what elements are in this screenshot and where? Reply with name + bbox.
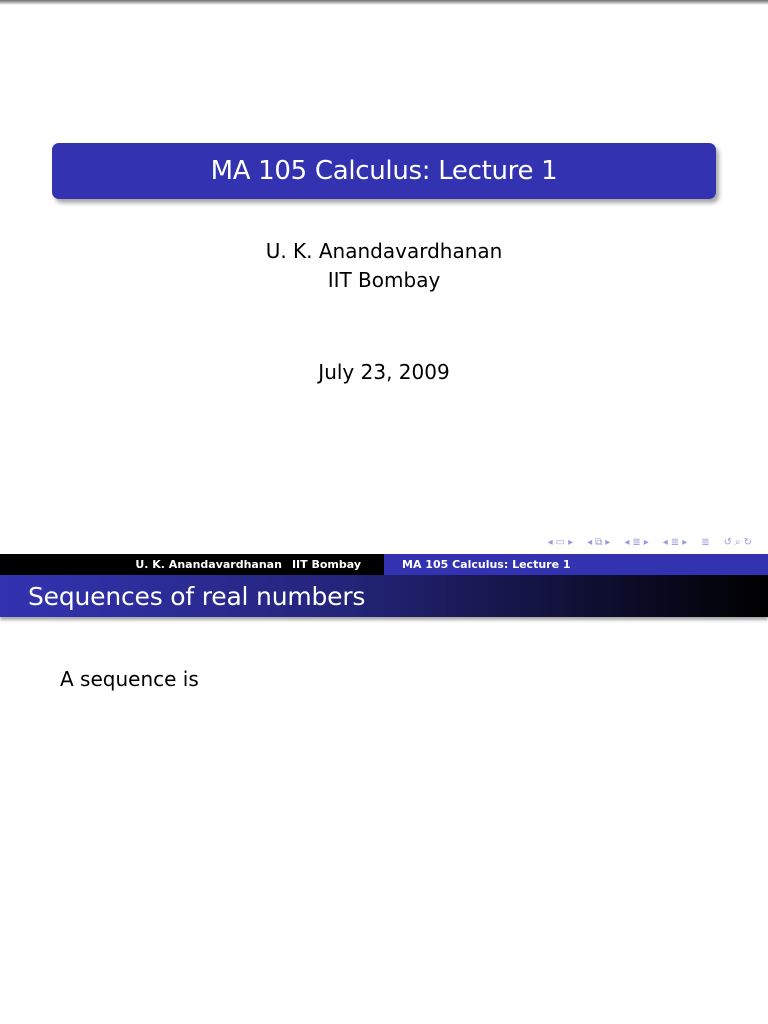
section-icon[interactable]: ≣ — [670, 536, 680, 548]
subsection-icon[interactable]: ⧉ — [595, 536, 603, 548]
nav-right-arrow-icon[interactable]: ▸ — [682, 536, 688, 548]
section-nav[interactable] — [624, 537, 648, 548]
redo-icon[interactable]: ↻ — [743, 536, 752, 548]
section-icon[interactable]: ≣ — [632, 536, 641, 548]
top-shadow — [0, 0, 768, 5]
footline-author: U. K. Anandavardhanan — [135, 558, 282, 571]
frame-nav[interactable] — [548, 537, 574, 548]
navigation-symbols — [548, 535, 760, 549]
nav-right-arrow-icon[interactable]: ▸ — [643, 536, 649, 548]
author-name: U. K. Anandavardhanan — [265, 239, 503, 263]
frame-title: Sequences of real numbers — [28, 581, 366, 611]
presentation-nav[interactable] — [663, 537, 687, 548]
undo-icon[interactable]: ↺ — [723, 536, 732, 548]
footline-institute: IIT Bombay — [291, 558, 361, 571]
nav-left-arrow-icon[interactable]: ◂ — [587, 536, 593, 548]
subsection-nav[interactable] — [587, 537, 610, 548]
slide-body-text: A sequence is — [60, 667, 199, 691]
nav-right-arrow-icon[interactable]: ▸ — [605, 536, 611, 548]
appendix-nav[interactable] — [701, 537, 709, 548]
footline-title-box — [384, 554, 768, 575]
footline-author-box — [0, 554, 384, 575]
nav-left-arrow-icon[interactable]: ◂ — [547, 536, 553, 548]
footline-title: MA 105 Calculus: Lecture 1 — [402, 558, 571, 571]
frame-icon[interactable]: ▭ — [555, 536, 566, 548]
frame-title-bar — [0, 575, 768, 617]
nav-left-arrow-icon[interactable]: ◂ — [624, 536, 630, 548]
presentation-date: July 23, 2009 — [318, 360, 450, 384]
tools-nav[interactable] — [724, 537, 752, 548]
institute-name: IIT Bombay — [327, 268, 441, 292]
presentation-title: MA 105 Calculus: Lecture 1 — [210, 156, 558, 186]
title-box — [52, 143, 716, 199]
align-icon[interactable]: ≣ — [701, 536, 710, 548]
nav-right-arrow-icon[interactable]: ▸ — [568, 536, 574, 548]
nav-left-arrow-icon[interactable]: ◂ — [662, 536, 668, 548]
footline — [0, 554, 768, 575]
author-block — [0, 237, 768, 295]
search-icon[interactable]: ⌕ — [735, 536, 741, 548]
